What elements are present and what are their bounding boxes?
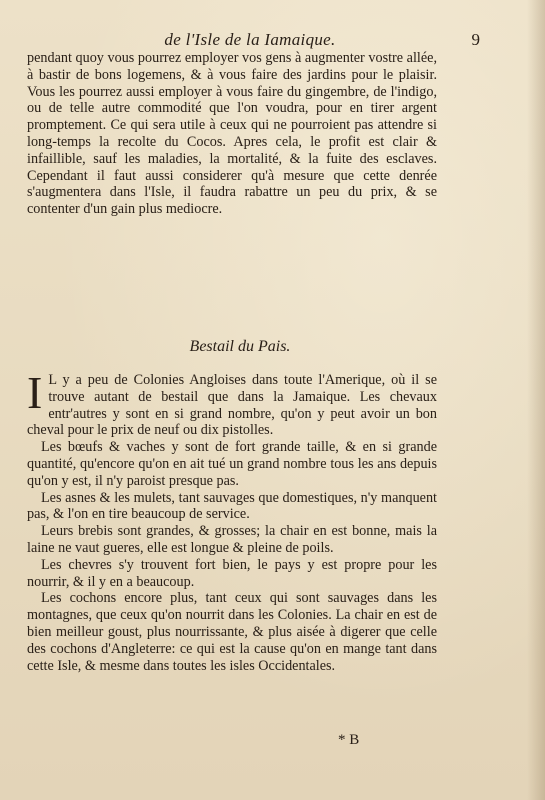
body-text-top — [27, 50, 437, 218]
section-title: Bestail du Pais. — [189, 338, 291, 355]
drop-cap: I — [27, 367, 43, 418]
page-number: 9 — [471, 30, 480, 49]
signature-mark: * B — [338, 732, 360, 748]
section-body — [27, 367, 437, 674]
section-paragraph-3: Les asnes & les mulets, tant sauvages que domestiques, n'y manquent pas, & l'on en tire beaucoup de service. — [27, 489, 437, 523]
paragraph-top: pendant quoy vous pourrez employer vos gens à augmenter vostre allée, à bastir de bons logemens, & à vous faire des jardins pour le plaisir. Vous les pourrez aussi employer à vous faire du gingembre, de l'indigo, ou de telle autre commodité que l'on voudra, pour en tirer argent promptement. Ce qui sera utile à ceux qui ne pourroient pas attendre si long-temps la recolte du Cocos. Apres cela, le profit est clair & infaillible, sauf les maladies, la mortalité, & la fuite des esclaves. Cependant il faut aussi considerer qu'à mesure que cette denrée s'augmentera dans l'Isle, il faudra rabattre un peu du prix, & se contenter d'un gain plus mediocre. — [27, 50, 437, 218]
section-paragraph-1-text: L y a peu de Colonies Angloises dans toute l'Amerique, où il se trouve autant de bestail que dans la Jamaique. Les chevaux entr'autres y sont en si grand nombre, qu'on y peut avoir un bon cheval pour le prix de neuf ou dix pistolles. — [27, 372, 437, 439]
running-head: de l'Isle de la Iamaique. — [164, 30, 336, 49]
section-paragraph-6: Les cochons encore plus, tant ceux qui sont sauvages dans les montagnes, que ceux qu'on nourrit dans les Colonies. La chair en est de bien meilleur goust, plus nourrissante, & plus aisée à digerer que celle des cochons d'Angleterre: ce qui est la cause qu'on en mange tant dans cette Isle, & mesme dans toutes les isles Occidentales. — [27, 590, 437, 674]
section-paragraph-2: Les bœufs & vaches y sont de fort grande taille, & en si grande quantité, qu'encore qu'on en ait tué un grand nombre tous les ans depuis qu'on y est, il n'y paroist presque pas. — [27, 439, 437, 489]
section-paragraph-5: Les chevres s'y trouvent fort bien, le pays y est propre pour les nourrir, & il y en a beaucoup. — [27, 556, 437, 590]
section-paragraph-1 — [27, 367, 437, 439]
section-paragraph-4: Leurs brebis sont grandes, & grosses; la chair en est bonne, mais la laine ne vaut gueres, elle est longue & pleine de poils. — [27, 523, 437, 556]
